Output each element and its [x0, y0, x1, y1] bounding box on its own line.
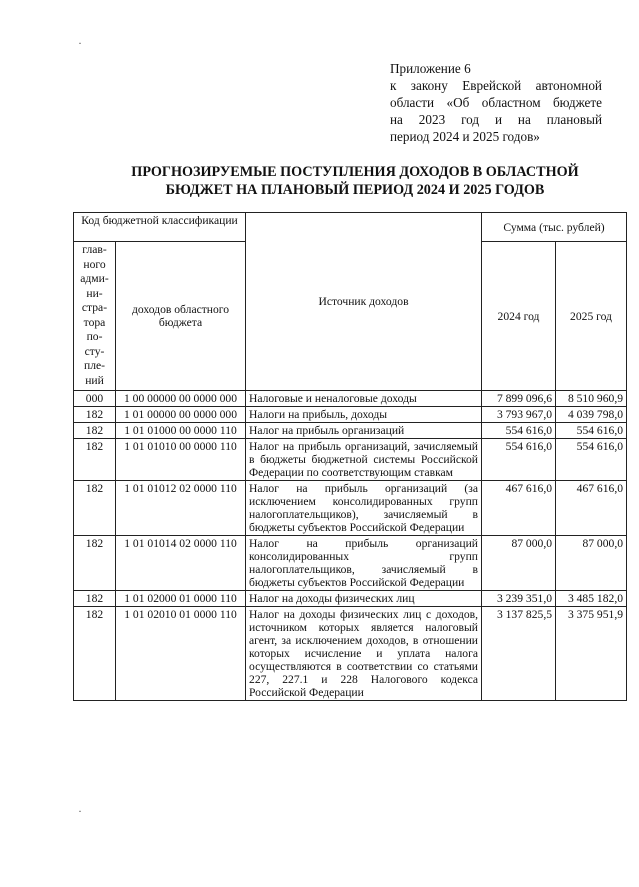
table-row	[74, 481, 627, 536]
revenue-code: 1 01 01012 02 0000 110	[116, 481, 246, 536]
revenue-code: 1 01 01014 02 0000 110	[116, 536, 246, 591]
amount-2024: 3 239 351,0	[482, 591, 556, 607]
source-header: Источник доходов	[246, 213, 482, 391]
amount-2024: 554 616,0	[482, 439, 556, 481]
admin-code: 000	[74, 391, 116, 407]
appendix-line: к закону Еврейской автономной	[390, 78, 602, 93]
revenue-source: Налог на прибыль организаций консолидированных групп налогоплательщиков, зачисляемый в бюджеты субъектов Российской Федерации	[246, 536, 482, 591]
amount-2024: 3 793 967,0	[482, 407, 556, 423]
amount-2024: 3 137 825,5	[482, 607, 556, 701]
year-2025-header: 2025 год	[556, 242, 627, 391]
amount-2024: 554 616,0	[482, 423, 556, 439]
admin-code: 182	[74, 439, 116, 481]
amount-2024: 467 616,0	[482, 481, 556, 536]
revenue-source: Налог на доходы физических лиц	[246, 591, 482, 607]
revenue-code: 1 01 02000 01 0000 110	[116, 591, 246, 607]
appendix-line: Приложение 6	[390, 61, 471, 76]
table-row	[74, 407, 627, 423]
header-row-1	[74, 213, 627, 242]
admin-code: 182	[74, 607, 116, 701]
appendix-line: на 2023 год и на плановый	[390, 112, 602, 127]
revenue-source: Налоговые и неналоговые доходы	[246, 391, 482, 407]
admin-code: 182	[74, 407, 116, 423]
revenue-source: Налог на доходы физических лиц с доходов, источником которых является налоговый агент, за исключением доходов, в отношении которых исчисление и уплата налога осуществляются в соответствии со статьями 227, 227.1 и 228 Налогового кодекса Российской Федерации	[246, 607, 482, 701]
title-line-1: ПРОГНОЗИРУЕМЫЕ ПОСТУПЛЕНИЯ ДОХОДОВ В ОБЛАСТНОЙ	[131, 164, 579, 180]
title-line-2: БЮДЖЕТ НА ПЛАНОВЫЙ ПЕРИОД 2024 И 2025 ГОДОВ	[165, 182, 545, 198]
revenue-source: Налоги на прибыль, доходы	[246, 407, 482, 423]
revenue-code: 1 01 01000 00 0000 110	[116, 423, 246, 439]
amount-2025: 87 000,0	[556, 536, 627, 591]
amount-2025: 8 510 960,9	[556, 391, 627, 407]
table-row	[74, 607, 627, 701]
admin-code: 182	[74, 423, 116, 439]
amount-2025: 467 616,0	[556, 481, 627, 536]
admin-code: 182	[74, 591, 116, 607]
appendix-note	[390, 60, 602, 145]
scan-speck: ·	[78, 804, 82, 818]
appendix-line: области «Об областном бюджете	[390, 95, 602, 110]
appendix-line: период 2024 и 2025 годов»	[390, 129, 540, 144]
amount-2025: 4 039 798,0	[556, 407, 627, 423]
amount-2025: 554 616,0	[556, 423, 627, 439]
year-2024-header: 2024 год	[482, 242, 556, 391]
revenue-table	[73, 212, 627, 701]
table-row	[74, 536, 627, 591]
document-title	[70, 163, 639, 199]
revenue-source: Налог на прибыль организаций (за исключением консолидированных групп налогоплательщиков), зачисляемый в бюджеты субъектов Российской Федерации	[246, 481, 482, 536]
table-row	[74, 391, 627, 407]
revenue-code: 1 01 01010 00 0000 110	[116, 439, 246, 481]
sum-header: Сумма (тыс. рублей)	[482, 213, 627, 242]
budget-code-header: Код бюджетной классификации	[74, 213, 246, 242]
revenue-code: 1 00 00000 00 0000 000	[116, 391, 246, 407]
table-row	[74, 439, 627, 481]
table-row	[74, 423, 627, 439]
amount-2025: 554 616,0	[556, 439, 627, 481]
amount-2024: 7 899 096,6	[482, 391, 556, 407]
revenue-code: 1 01 02010 01 0000 110	[116, 607, 246, 701]
amount-2025: 3 485 182,0	[556, 591, 627, 607]
amount-2025: 3 375 951,9	[556, 607, 627, 701]
admin-code: 182	[74, 481, 116, 536]
admin-header: глав-ного адми-ни-стра-тора по-сту-пле-ний	[74, 242, 116, 391]
revenue-source: Налог на прибыль организаций, зачисляемый в бюджеты бюджетной системы Российской Федерации по соответствующим ставкам	[246, 439, 482, 481]
scan-speck: ·	[78, 36, 82, 50]
admin-code: 182	[74, 536, 116, 591]
revenue-code: 1 01 00000 00 0000 000	[116, 407, 246, 423]
revenue-source: Налог на прибыль организаций	[246, 423, 482, 439]
table-row	[74, 591, 627, 607]
revenue-code-header: доходов областного бюджета	[116, 242, 246, 391]
amount-2024: 87 000,0	[482, 536, 556, 591]
